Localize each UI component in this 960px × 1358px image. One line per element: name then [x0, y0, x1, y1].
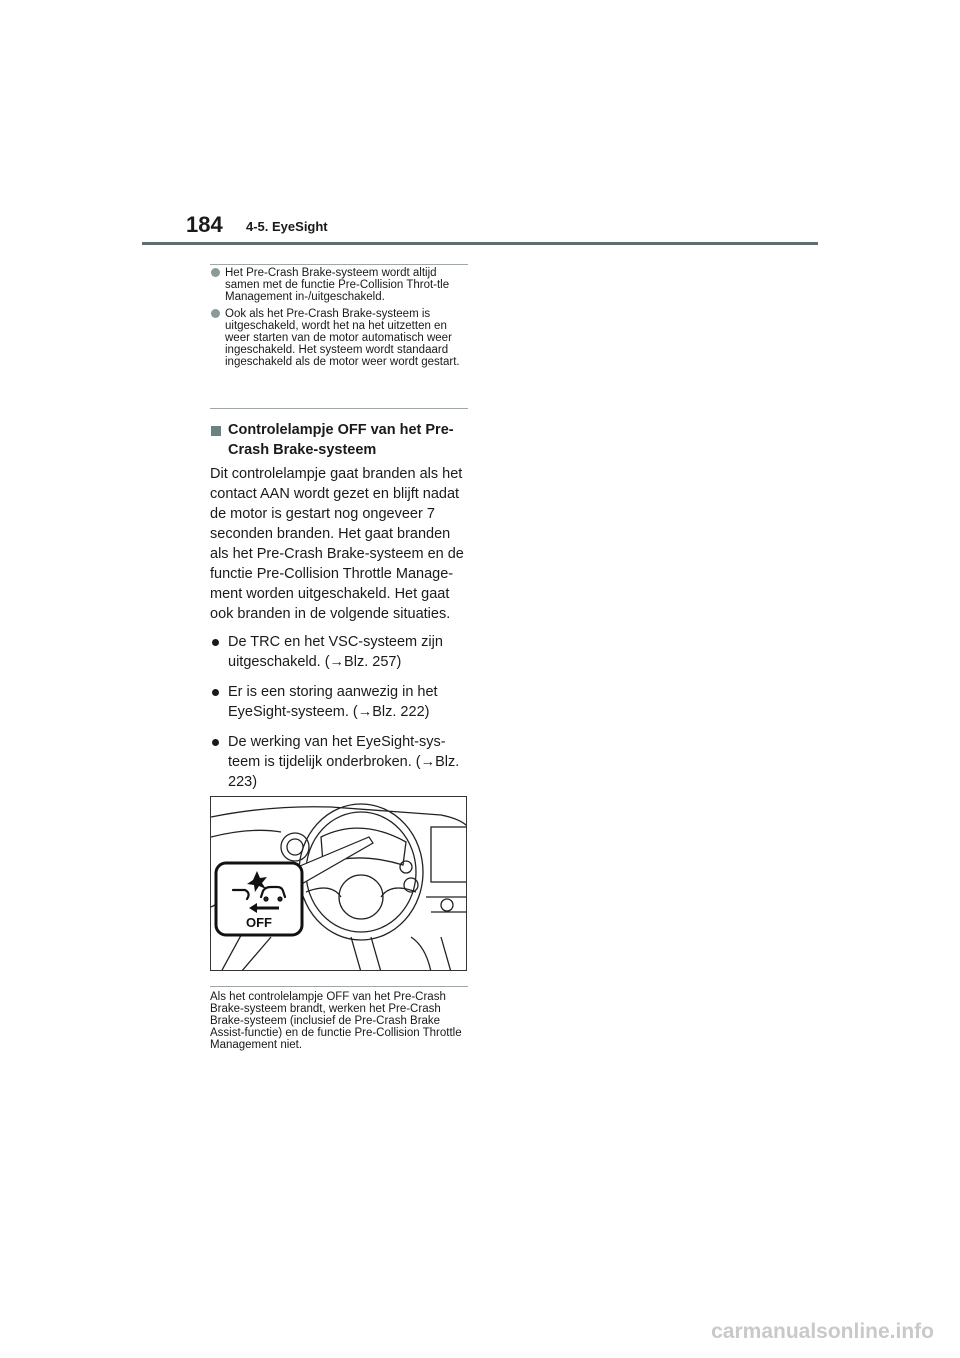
bullet-dot-icon: [212, 639, 219, 646]
notes-list: [210, 267, 468, 373]
note-text: Het Pre-Crash Brake-systeem wordt altijd samen met de functie Pre-Collision Throt-tle Management in-/uitgeschakeld.: [225, 267, 450, 303]
condition-list: [210, 632, 468, 802]
dashboard-illustration: [210, 796, 467, 971]
indicator-off-label: OFF: [246, 915, 272, 930]
dashboard-drawing: [211, 797, 467, 971]
bullet-dot-icon: [211, 309, 220, 318]
list-item-text: De werking van het EyeSight-sys-teem is tijdelijk onderbroken. (→Blz. 223): [228, 734, 460, 790]
list-item: [210, 732, 468, 792]
list-item: [210, 632, 468, 672]
bullet-dot-icon: [212, 689, 219, 696]
list-item-text: De TRC en het VSC-systeem zijn uitgeschakeld. (→Blz. 257): [228, 634, 443, 670]
section-heading-text: Controlelampje OFF van het Pre-Crash Brake-systeem: [228, 422, 454, 458]
caption-top-rule: [210, 986, 468, 987]
note-text: Ook als het Pre-Crash Brake-systeem is uitgeschakeld, wordt het na het uitzetten en weer starten van de motor automatisch weer ingeschakeld. Het systeem wordt standaard ingeschakeld als de motor weer wordt gestart.: [225, 308, 460, 368]
bullet-dot-icon: [211, 268, 220, 277]
note-item: [210, 308, 468, 368]
list-item: [210, 682, 468, 722]
notes-bottom-rule: [210, 408, 468, 409]
list-item-text: Er is een storing aanwezig in het EyeSight-systeem. (→Blz. 222): [228, 684, 438, 720]
bullet-dot-icon: [212, 739, 219, 746]
square-bullet-icon: [211, 426, 221, 436]
watermark: carmanualsonline.info: [711, 1320, 934, 1343]
page-number: 184: [186, 212, 223, 237]
section-body: Dit controlelampje gaat branden als het contact AAN wordt gezet en blijft nadat de motor is gestart nog ongeveer 7 seconden branden. Het gaat branden als het Pre-Crash Brake-systeem en de functie Pre-Collision Throttle Manage-ment worden uitgeschakeld. Het gaat ook branden in de volgende situaties.: [210, 466, 464, 622]
section-title: 4-5. EyeSight: [246, 219, 328, 234]
notes-top-rule: [210, 264, 468, 265]
figure-caption: Als het controlelampje OFF van het Pre-Crash Brake-systeem brandt, werken het Pre-Crash Brake-systeem (inclusief de Pre-Crash Brake Assist-functie) en de functie Pre-Collision Throttle Management niet.: [210, 991, 462, 1051]
section-heading: [210, 420, 468, 460]
header-rule: [142, 242, 818, 245]
note-item: [210, 267, 468, 303]
